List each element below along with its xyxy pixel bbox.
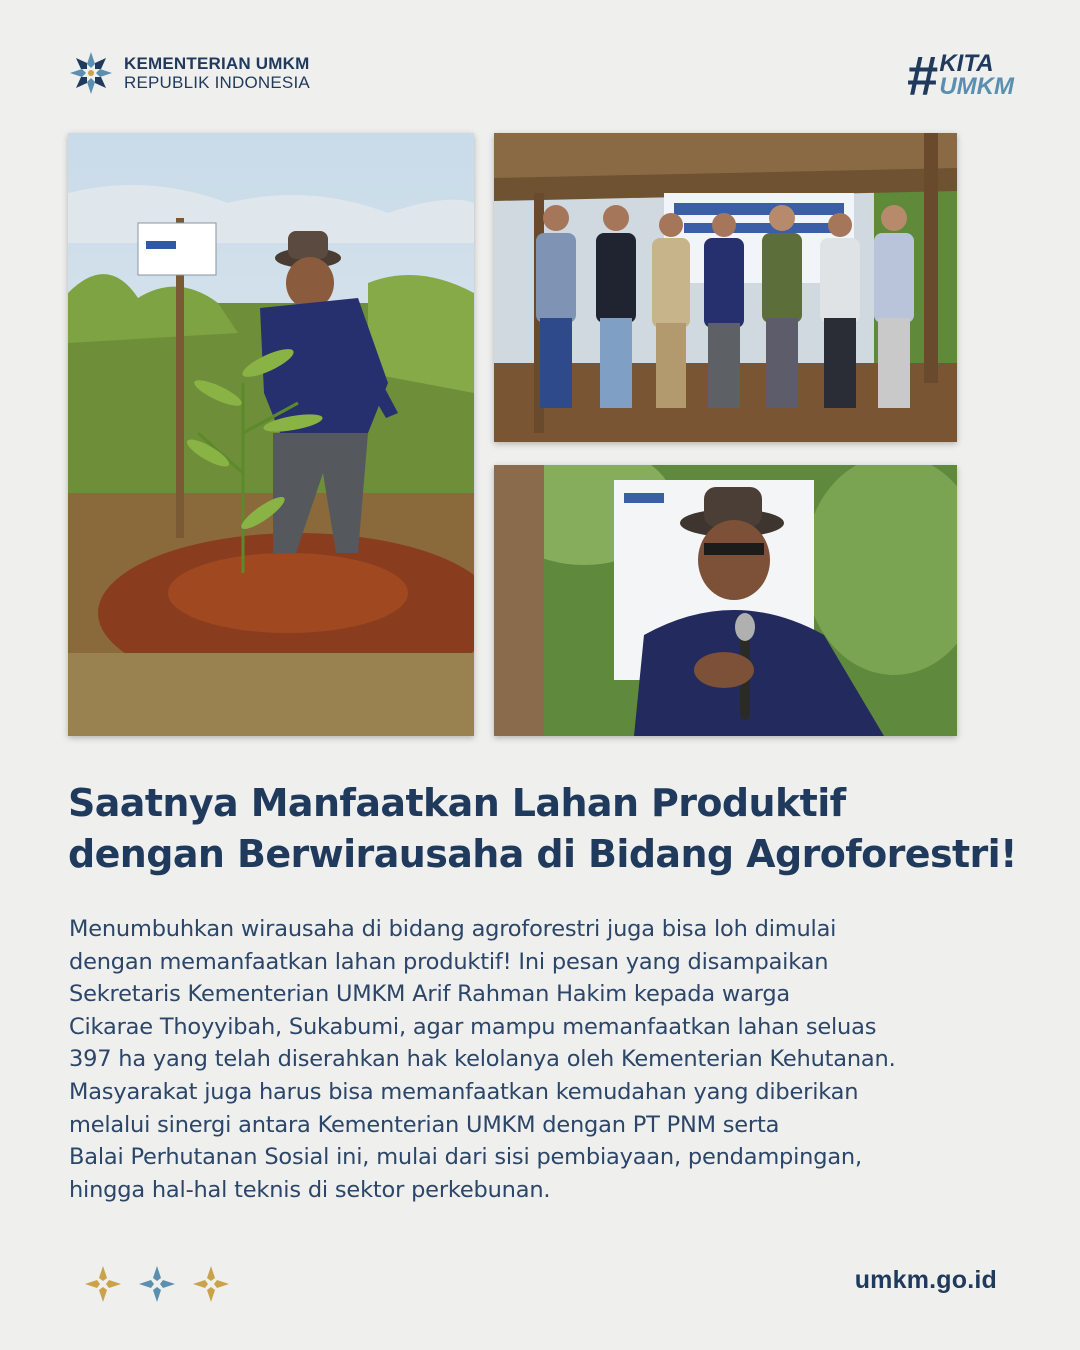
body-line: Menumbuhkan wirausaha di bidang agroforestri juga bisa loh dimulai (69, 916, 837, 942)
website-link[interactable]: umkm.go.id (854, 1266, 997, 1294)
photo-group-under-hut (494, 133, 957, 442)
body-line: hingga hal-hal teknis di sektor perkebunan. (69, 1176, 551, 1203)
ministry-brand (68, 50, 310, 96)
body-line: Balai Perhutanan Sosial ini, mulai dari sisi pembiayaan, pendampingan, (69, 1144, 862, 1171)
photo-man-planting-tree (68, 133, 474, 736)
kita-umkm-hashtag (906, 44, 1014, 107)
ministry-logo-icon (68, 50, 114, 96)
headline-line-2: dengan Berwirausaha di Bidang Agroforestri! (68, 832, 1017, 876)
hashtag-word-kita: KITA (939, 50, 994, 78)
blue-ornament-icon (137, 1264, 177, 1304)
body-line: Masyarakat juga harus bisa memanfaatkan kemudahan yang diberikan (69, 1078, 859, 1105)
body-line: 397 ha yang telah diserahkan hak kelolanya oleh Kementerian Kehutanan. (69, 1046, 896, 1073)
body-line: melalui sinergi antara Kementerian UMKM dengan PT PNM serta (69, 1111, 780, 1138)
footer-ornaments (83, 1264, 231, 1304)
gold-ornament-icon (83, 1264, 123, 1304)
gold-ornament-icon (191, 1264, 231, 1304)
brand-name-line1: KEMENTERIAN UMKM (124, 54, 310, 73)
body-line: Cikarae Thoyyibah, Sukabumi, agar mampu memanfaatkan lahan seluas (69, 1013, 877, 1040)
hashtag-word-umkm: UMKM (939, 73, 1014, 100)
headline (68, 778, 1018, 880)
headline-line-1: Saatnya Manfaatkan Lahan Produktif (68, 781, 846, 825)
photo-man-speaking (494, 465, 957, 736)
body-paragraph (69, 913, 949, 1206)
body-line: Sekretaris Kementerian UMKM Arif Rahman Hakim kepada warga (69, 981, 791, 1008)
brand-name-line2: REPUBLIK INDONESIA (124, 73, 310, 92)
hashtag-sign: # (906, 44, 938, 107)
body-line: dengan memanfaatkan lahan produktif! Ini pesan yang disampaikan (69, 948, 829, 975)
